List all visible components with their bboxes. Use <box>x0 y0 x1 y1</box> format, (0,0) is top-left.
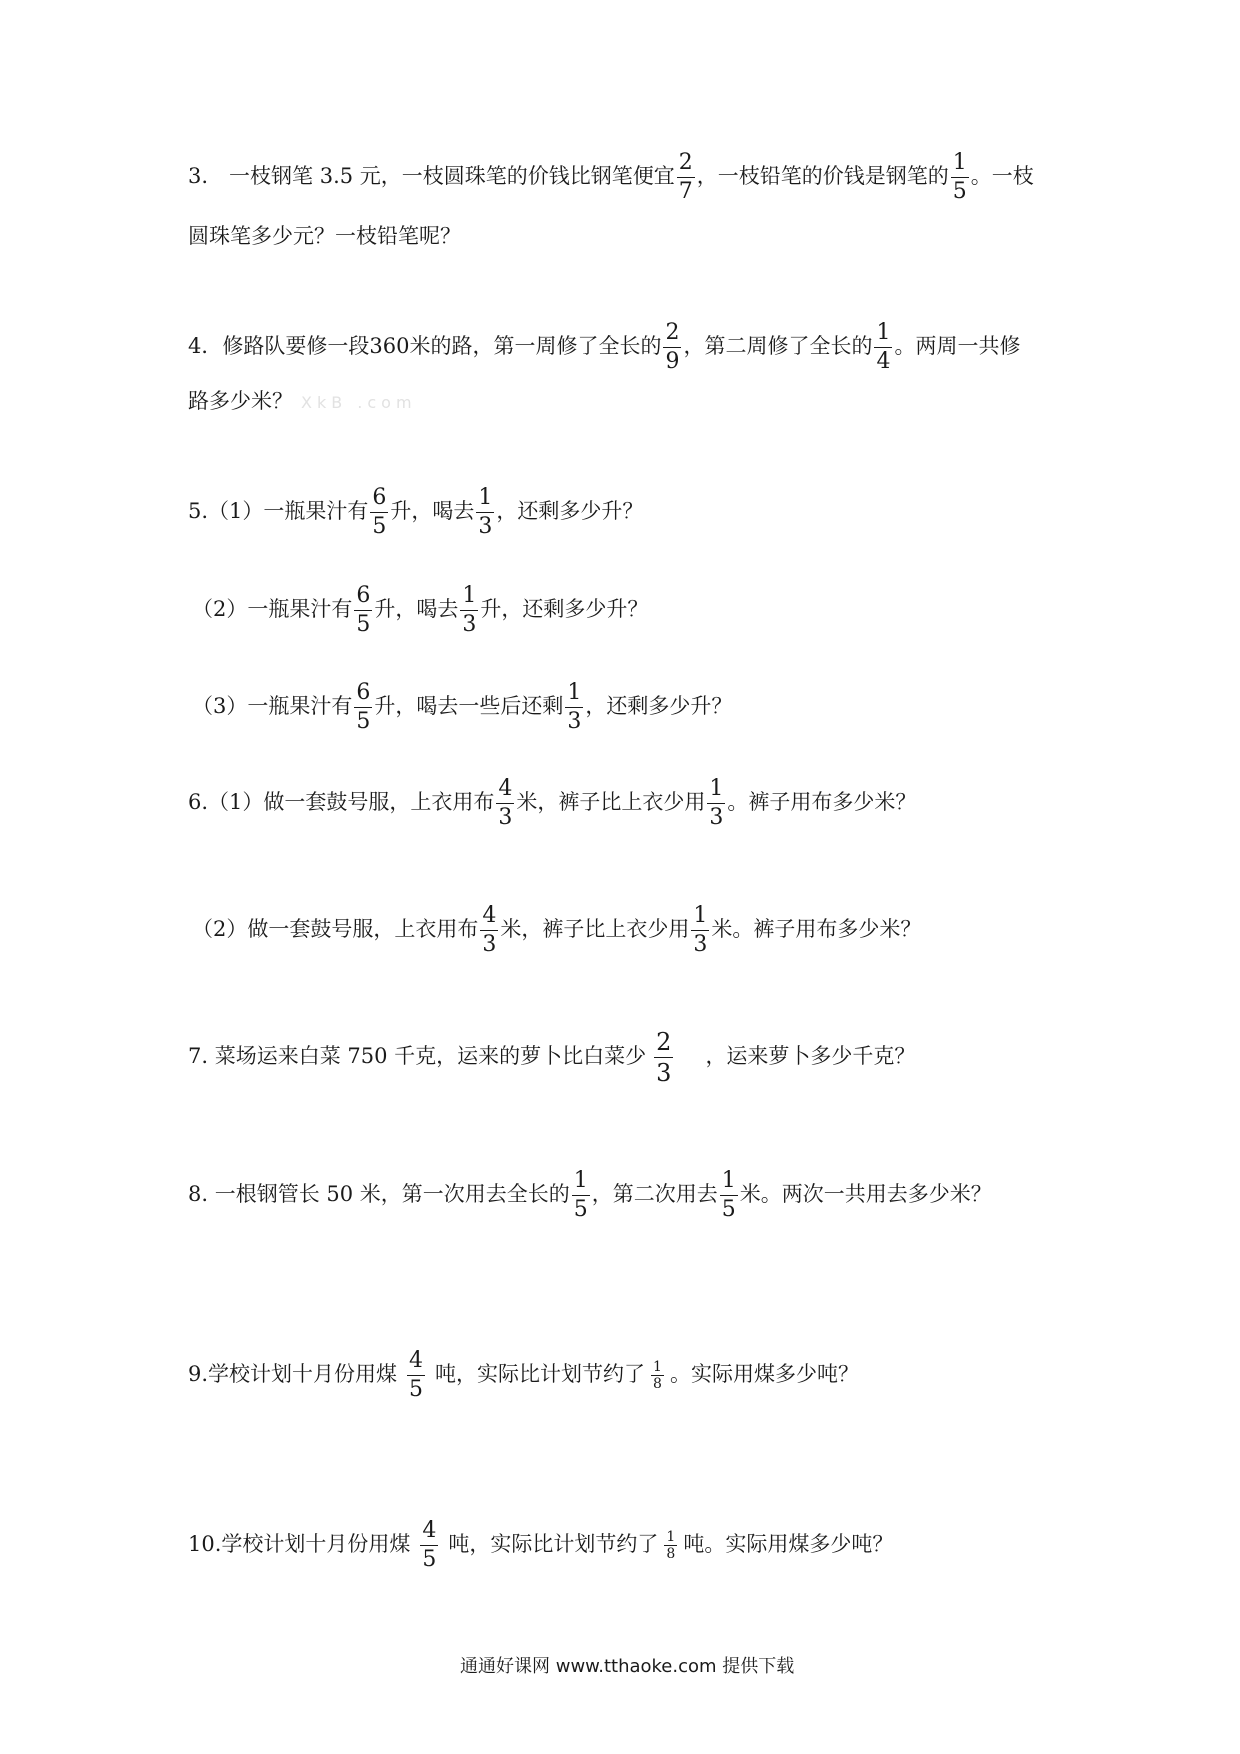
question-9 <box>188 1350 859 1401</box>
question-7-fraction-1: $\frac{2}{3}$ <box>656 1028 672 1087</box>
question-4-text-b: ，第二周修了全长的 <box>683 334 873 358</box>
question-5-1-fraction-1: $\frac{6}{5}$ <box>372 485 387 539</box>
question-5-2-text-a: （2）一瓶果汁有 <box>192 597 353 621</box>
question-6-2-text-c: 米。裤子用布多少米？ <box>711 917 922 941</box>
question-7 <box>188 1030 915 1085</box>
question-5-1-fraction-2: $\frac{1}{3}$ <box>478 485 493 539</box>
question-8-text-c: 米。两次一共用去多少米？ <box>739 1182 992 1206</box>
question-5-3-fraction-1: $\frac{6}{5}$ <box>356 680 371 734</box>
question-6-part-1 <box>188 778 916 829</box>
question-6-1-text-b: 米，裤子比上衣少用 <box>516 790 706 814</box>
question-3-line-2 <box>188 220 461 250</box>
question-6-1-fraction-2: $\frac{1}{3}$ <box>709 776 724 830</box>
question-9-text-c: 。实际用煤多少吨？ <box>669 1362 859 1386</box>
question-4-line-2 <box>188 385 417 415</box>
question-6-1-text-a: 6.（1）做一套鼓号服，上衣用布 <box>188 790 495 814</box>
question-6-2-fraction-1: $\frac{4}{3}$ <box>482 903 497 957</box>
page-footer <box>460 1652 794 1678</box>
question-5-part-2 <box>192 585 648 636</box>
question-9-text-b: 吨，实际比计划节约了 <box>435 1362 646 1386</box>
watermark: XkB .com <box>301 393 417 412</box>
question-6-2-fraction-2: $\frac{1}{3}$ <box>693 903 708 957</box>
footer-text: 通通好课网 www.tthaoke.com 提供下载 <box>460 1656 795 1677</box>
question-7-text-a: 7. 菜场运来白菜 750 千克，运来的萝卜比白菜少 <box>188 1044 647 1068</box>
question-5-part-1 <box>188 487 643 538</box>
question-6-2-text-a: （2）做一套鼓号服，上衣用布 <box>192 917 479 941</box>
question-4-fraction-2: $\frac{1}{4}$ <box>876 320 891 374</box>
question-3-line-1 <box>188 152 1034 203</box>
question-4-text-a: 4．修路队要修一段360米的路，第一周修了全长的 <box>188 334 662 358</box>
question-8-fraction-2: $\frac{1}{5}$ <box>721 1168 736 1222</box>
question-5-2-fraction-1: $\frac{6}{5}$ <box>356 583 371 637</box>
question-5-part-3 <box>192 682 732 733</box>
question-6-part-2 <box>192 905 921 956</box>
question-10-text-a: 10.学校计划十月份用煤 <box>188 1532 411 1556</box>
question-5-1-text-b: 升，喝去 <box>390 499 475 523</box>
question-3-text-b: ，一枝铅笔的价钱是钢笔的 <box>696 164 949 188</box>
question-6-1-text-c: 。裤子用布多少米？ <box>727 790 917 814</box>
question-6-2-text-b: 米，裤子比上衣少用 <box>500 917 690 941</box>
question-4-fraction-1: $\frac{2}{9}$ <box>665 320 680 374</box>
question-10-text-c: 吨。实际用煤多少吨？ <box>683 1532 894 1556</box>
question-3-fraction-1: $\frac{2}{7}$ <box>678 150 693 204</box>
question-5-1-text-a: 5.（1）一瓶果汁有 <box>188 499 369 523</box>
question-8-text-b: ，第二次用去 <box>591 1182 718 1206</box>
question-3-text-line2: 圆珠笔多少元？一枝铅笔呢？ <box>188 224 461 248</box>
question-5-1-text-c: ，还剩多少升？ <box>496 499 644 523</box>
question-5-2-fraction-2: $\frac{1}{3}$ <box>462 583 477 637</box>
question-5-3-text-a: （3）一瓶果汁有 <box>192 694 353 718</box>
question-5-3-text-b: 升，喝去一些后还剩 <box>374 694 564 718</box>
question-3-fraction-2: $\frac{1}{5}$ <box>952 150 967 204</box>
question-9-fraction-1: $\frac{4}{5}$ <box>409 1348 424 1402</box>
question-9-fraction-2: $\frac{1}{8}$ <box>653 1359 662 1392</box>
question-7-text-b: ，运来萝卜多少千克？ <box>705 1044 916 1068</box>
question-5-3-text-c: ，还剩多少升？ <box>585 694 733 718</box>
question-6-1-fraction-1: $\frac{4}{3}$ <box>498 776 513 830</box>
question-5-2-text-b: 升，喝去 <box>374 597 459 621</box>
question-3-text-c: 。一枝 <box>970 164 1034 188</box>
question-10-fraction-1: $\frac{4}{5}$ <box>422 1518 437 1572</box>
question-10-text-b: 吨，实际比计划节约了 <box>448 1532 659 1556</box>
question-8 <box>188 1170 992 1221</box>
question-5-2-text-c: 升，还剩多少升？ <box>480 597 649 621</box>
question-5-3-fraction-2: $\frac{1}{3}$ <box>567 680 582 734</box>
question-9-text-a: 9.学校计划十月份用煤 <box>188 1362 398 1386</box>
question-4-text-c: 。两周一共修 <box>894 334 1021 358</box>
question-3-text-a: 3. 一枝钢笔 3.5 元，一枝圆珠笔的价钱比钢笔便宜 <box>188 164 675 188</box>
question-8-fraction-1: $\frac{1}{5}$ <box>573 1168 588 1222</box>
question-10 <box>188 1520 893 1571</box>
question-8-text-a: 8. 一根钢管长 50 米，第一次用去全长的 <box>188 1182 570 1206</box>
question-4-text-line2: 路多少米？ <box>188 389 293 413</box>
question-10-fraction-2: $\frac{1}{8}$ <box>666 1529 676 1562</box>
question-4-line-1 <box>188 322 1020 373</box>
